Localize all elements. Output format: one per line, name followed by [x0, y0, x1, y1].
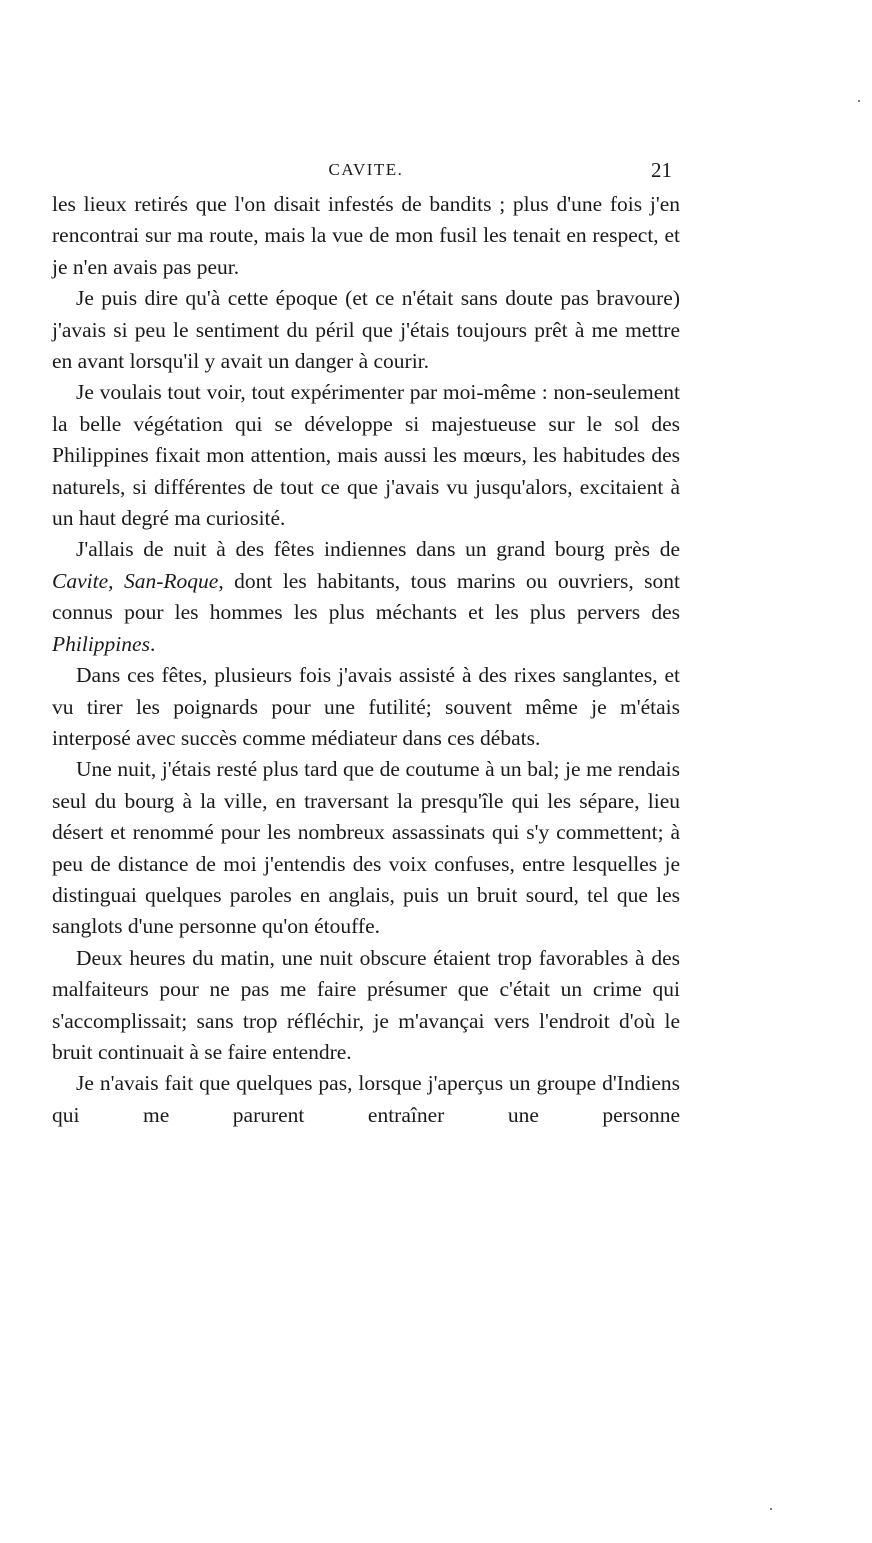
paragraph-continuation	[52, 189, 680, 283]
text-run: , dont les habitants, tous marins ou ouvriers, sont connus pour les hommes les plus méchants et les plus pervers des	[52, 568, 680, 625]
text-run: J'allais de nuit à des fêtes indiennes dans un grand bourg près de	[76, 537, 680, 562]
paragraph	[52, 534, 680, 660]
text-run: ,	[108, 568, 124, 593]
page-number: 21	[651, 158, 672, 182]
paper-speck	[858, 100, 860, 102]
text-run: Je puis dire qu'à cette époque (et ce n'était sans doute pas bravoure) j'avais si peu le sentiment du péril que j'étais toujours prêt à me mettre en avant lorsqu'il y avait un danger à courir.	[52, 286, 680, 374]
place-name-italic: Cavite	[52, 568, 109, 593]
paragraph	[52, 660, 680, 754]
text-run: Une nuit, j'étais resté plus tard que de coutume à un bal; je me rendais seul du bourg à la ville, en traversant la presqu'île qui les sépare, lieu désert et renommé pour les nombreux assassinats qui s'y commettent; à peu de distance de moi j'entendis des voix confuses, entre lesquelles je distinguai quelques paroles en anglais, puis un bruit sourd, tel que les sanglots d'une personne qu'on étouffe.	[52, 757, 680, 939]
place-name-italic: San-Roque	[123, 568, 219, 593]
paper-speck	[770, 1508, 772, 1510]
body-text	[52, 189, 680, 1131]
text-run: Deux heures du matin, une nuit obscure étaient trop favorables à des malfaiteurs pour ne pas me faire présumer que c'était un crime qui s'accomplissait; sans trop réfléchir, je m'avançai vers l'endroit d'où le bruit continuait à se faire entendre.	[52, 945, 680, 1064]
paragraph-continues-next-page	[52, 1068, 680, 1131]
running-head	[52, 160, 680, 186]
running-title: CAVITE.	[328, 160, 404, 179]
paragraph	[52, 283, 680, 377]
text-run: Dans ces fêtes, plusieurs fois j'avais assisté à des rixes sanglantes, et vu tirer les poignards pour une futilité; souvent même je m'étais interposé avec succès comme médiateur dans ces débats.	[52, 663, 680, 750]
text-run: .	[149, 631, 156, 656]
text-run: les lieux retirés que l'on disait infestés de bandits ; plus d'une fois j'en rencontrai sur ma route, mais la vue de mon fusil les tenait en respect, et je n'en avais pas peur.	[52, 192, 680, 279]
place-name-italic: Philippines	[52, 631, 150, 656]
paragraph	[52, 754, 680, 942]
paragraph	[52, 377, 680, 534]
text-run: Je n'avais fait que quelques pas, lorsque j'aperçus un groupe d'Indiens qui me parurent entraîner une personne	[52, 1071, 680, 1127]
text-run: Je voulais tout voir, tout expérimenter par moi-même : non-seulement la belle végétation qui se développe si majestueuse sur le sol des Philippines fixait mon attention, mais aussi les mœurs, les habitudes des naturels, si différentes de tout ce que j'avais vu jusqu'alors, excitaient à un haut degré ma curiosité.	[52, 380, 680, 531]
paragraph	[52, 943, 680, 1069]
